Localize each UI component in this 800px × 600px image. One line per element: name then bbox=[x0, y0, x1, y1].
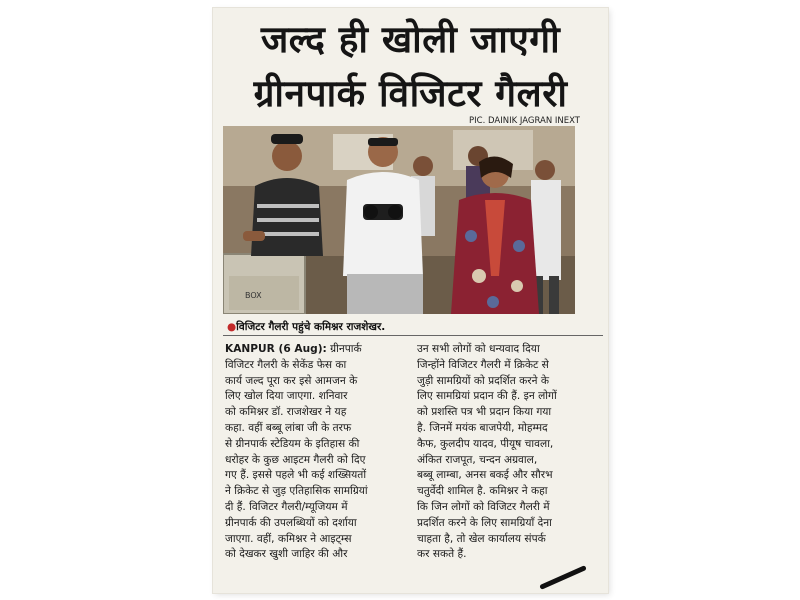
caption-bullet: ● bbox=[227, 321, 237, 333]
article-line: कहा. वहीं बब्बू लांबा जी के तरफ bbox=[225, 421, 352, 434]
article-line: जाएगा. वहीं, कमिश्नर ने आइट्म्स bbox=[225, 532, 352, 545]
man-left-head bbox=[272, 141, 302, 171]
article-line bbox=[225, 342, 411, 358]
caption-divider bbox=[223, 335, 603, 336]
article-line: अंकित राजपूत, चन्दन अग्रवाल, bbox=[417, 453, 538, 466]
article-column-2 bbox=[417, 342, 603, 563]
commissioner-shirt bbox=[343, 172, 423, 276]
article-line: कैफ, कुलदीप यादव, पीयूष चावला, bbox=[417, 437, 554, 450]
article-line: कार्य जल्द पूरा कर इसे आमजन के bbox=[225, 374, 358, 387]
news-photo bbox=[223, 126, 575, 314]
article-line: कि जिन लोगों को विजिटर गैलरी में bbox=[417, 500, 550, 513]
caption-text: विजिटर गैलरी पहुंचे कमिश्नर राजशेखर. bbox=[236, 321, 386, 333]
ink-mark bbox=[539, 565, 587, 590]
article-line-text: ग्रीनपार्क bbox=[330, 343, 362, 355]
article-line: दी हैं. विजिटर गैलरी/म्यूजियम में bbox=[225, 500, 348, 513]
box-label: BOX bbox=[245, 291, 262, 300]
article-line: ग्रीनपार्क की उपलब्धियों को दर्शाया bbox=[225, 516, 357, 529]
headline-line-1: जल्द ही खोली जाएगी bbox=[260, 18, 561, 61]
article-line: चाहता है, तो खेल कार्यालय संपर्क bbox=[417, 532, 546, 545]
article-line: लिए सामग्रियां प्रदान की हैं. इन लोगों bbox=[417, 390, 557, 403]
article-line: धरोहर के कुछ आइटम गैलरी को दिए bbox=[225, 453, 366, 466]
article-line: चतुर्वेदी शामिल है. कमिश्नर ने कहा bbox=[417, 485, 548, 498]
dateline: KANPUR (6 Aug): bbox=[225, 343, 327, 355]
article-line: से ग्रीनपार्क स्टेडियम के इतिहास की bbox=[225, 437, 360, 450]
article-line: प्रदर्शित करने के लिए सामग्रियाँ देना bbox=[417, 516, 552, 529]
article-line: कर सकते हैं. bbox=[417, 548, 467, 561]
article-line: ने क्रिकेट से जुड़ एतिहासिक सामग्रियां bbox=[225, 485, 368, 498]
article-line: है. जिनमें मयंक बाजपेयी, मोहम्मद bbox=[417, 421, 548, 434]
article-line: जुड़ी सामग्रियों को प्रदर्शित करने के bbox=[417, 374, 549, 387]
newspaper-clipping bbox=[213, 8, 608, 593]
man-left-shirt bbox=[251, 178, 323, 256]
article-line: उन सभी लोगों को धन्यवाद दिया bbox=[417, 343, 540, 355]
article-line: बब्बू लाम्बा, अनस बकई और सौरभ bbox=[417, 469, 553, 482]
photo-illustration bbox=[223, 126, 575, 314]
article-line: को प्रशस्ति पत्र भी प्रदान किया गया bbox=[417, 406, 552, 419]
article-line: जिन्होंने विजिटर गैलरी में क्रिकेट से bbox=[417, 358, 549, 371]
article-column-1 bbox=[225, 342, 411, 563]
article-line: को देखकर खुशी जाहिर की और bbox=[225, 548, 348, 561]
article-line: गए हैं. इससे पहले भी कई शख्सियतों bbox=[225, 469, 367, 482]
article-line: को कमिश्नर डॉ. राजशेखर ने यह bbox=[225, 406, 347, 419]
article-line: लिए खोल दिया जाएगा. शनिवार bbox=[225, 390, 348, 403]
photo-caption bbox=[227, 320, 385, 334]
headline-line-2: ग्रीनपार्क विजिटर गैलरी bbox=[253, 72, 568, 115]
photo-credit: PIC. DAINIK JAGRAN INEXT bbox=[469, 116, 580, 126]
article-line: विजिटर गैलरी के सेकेंड फेस का bbox=[225, 358, 347, 371]
